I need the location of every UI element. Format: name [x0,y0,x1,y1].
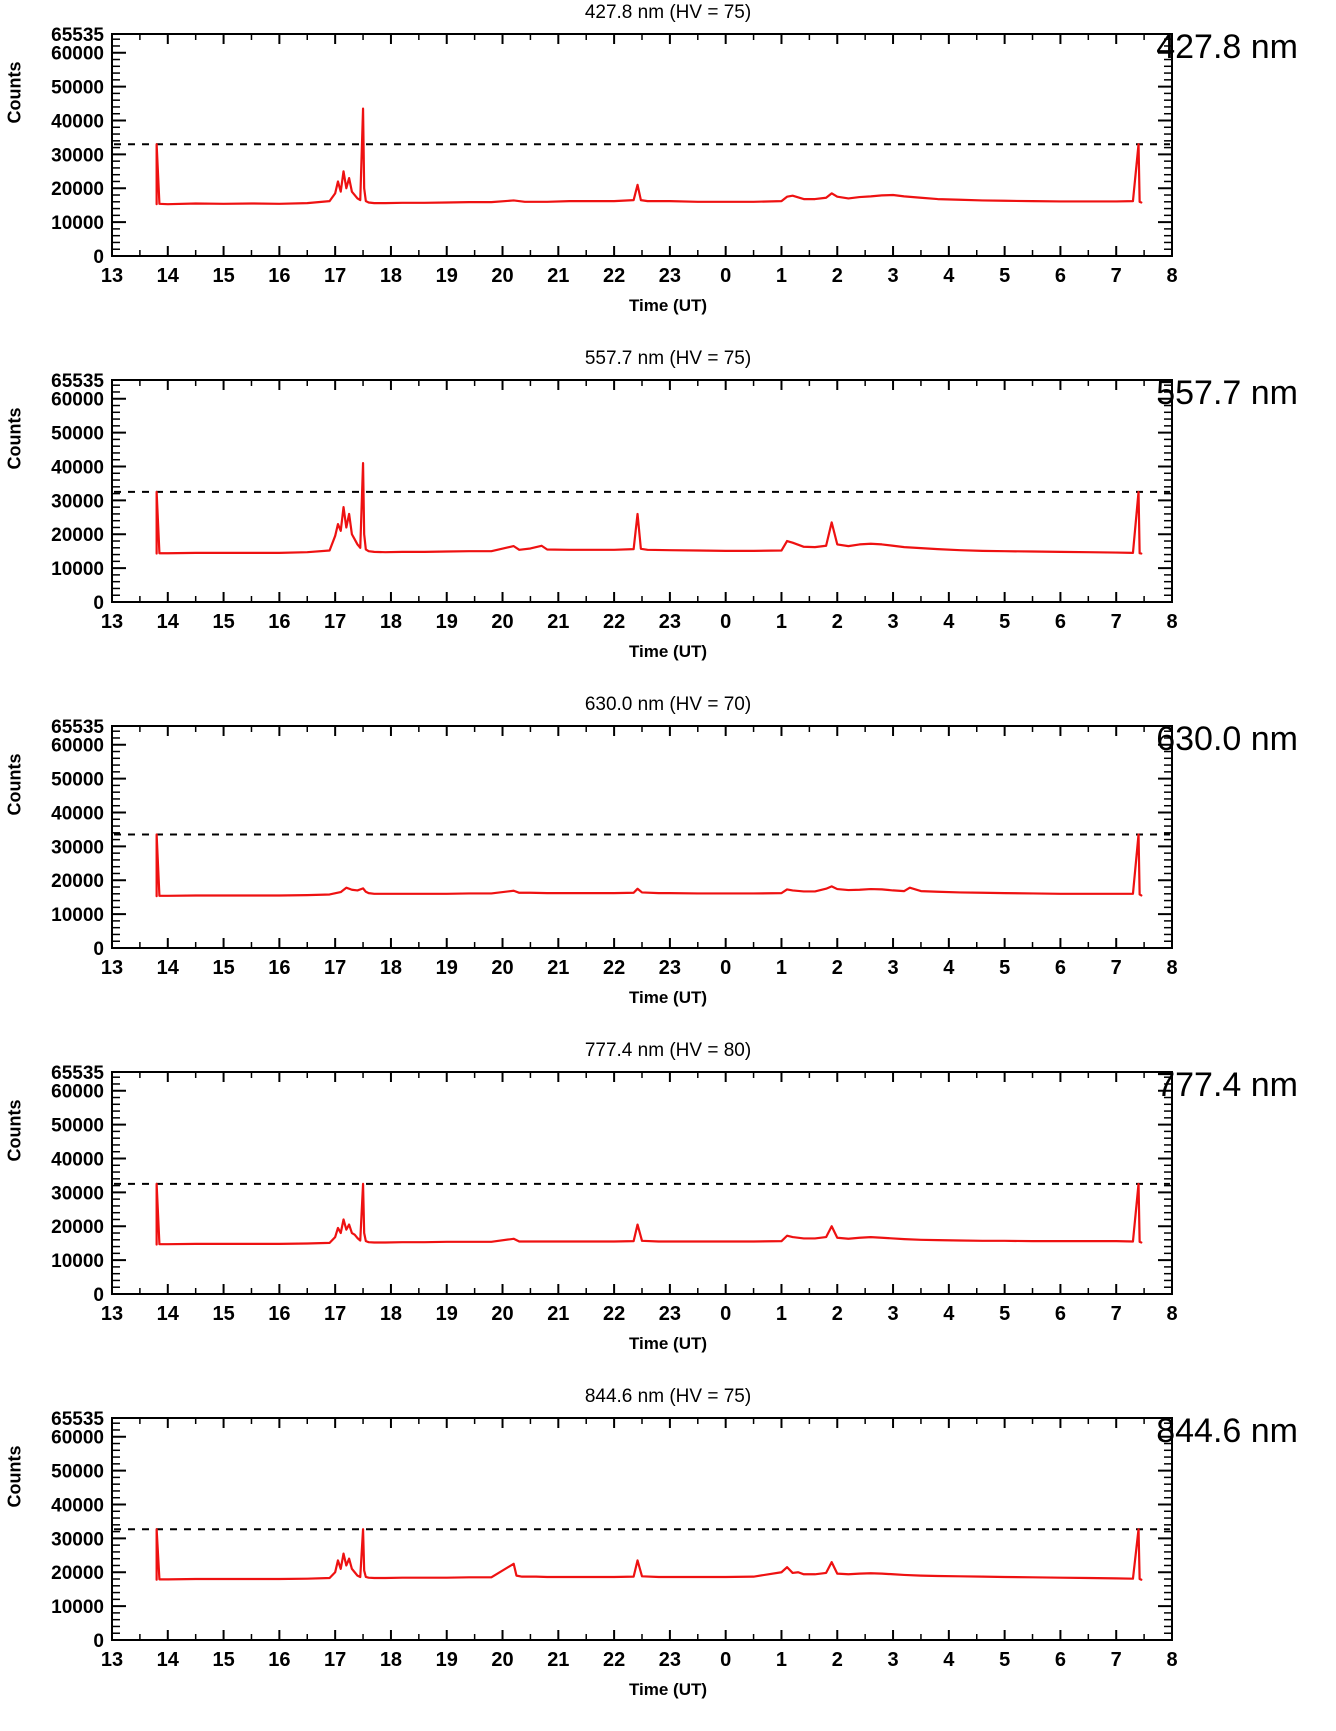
svg-text:7: 7 [1110,611,1122,633]
svg-text:0: 0 [720,1649,732,1671]
svg-text:50000: 50000 [51,769,104,791]
svg-text:0: 0 [93,1285,104,1306]
x-axis-label: Time (UT) [628,988,708,1007]
svg-text:60000: 60000 [51,1427,104,1449]
plot-svg [0,24,1336,324]
svg-text:7: 7 [1110,957,1122,979]
svg-text:4: 4 [943,611,955,633]
svg-text:15: 15 [212,611,235,633]
svg-text:14: 14 [156,611,179,633]
chart-panel-2 [0,692,1336,1038]
svg-text:2: 2 [831,611,843,633]
svg-text:14: 14 [156,957,179,979]
svg-text:18: 18 [379,611,403,633]
svg-text:65535: 65535 [51,25,104,46]
svg-text:0: 0 [93,247,104,268]
svg-text:22: 22 [602,1649,626,1671]
panel-tag: 427.8 nm [1156,28,1298,66]
svg-text:30000: 30000 [51,1183,104,1205]
svg-text:19: 19 [435,957,458,979]
svg-text:19: 19 [435,265,458,287]
svg-text:40000: 40000 [51,1149,104,1171]
svg-text:5: 5 [999,265,1011,287]
svg-text:4: 4 [943,1649,955,1671]
svg-text:20000: 20000 [51,871,104,893]
svg-text:50000: 50000 [51,1461,104,1483]
svg-text:5: 5 [999,1303,1011,1325]
svg-text:17: 17 [324,611,347,633]
svg-text:16: 16 [268,1649,291,1671]
svg-text:3: 3 [887,1303,899,1325]
svg-text:19: 19 [435,1649,458,1671]
svg-text:16: 16 [268,1303,291,1325]
svg-text:16: 16 [268,265,291,287]
svg-text:15: 15 [212,265,235,287]
svg-text:7: 7 [1110,1303,1122,1325]
svg-text:0: 0 [720,957,732,979]
svg-text:13: 13 [100,1303,124,1325]
svg-text:16: 16 [268,957,291,979]
svg-text:60000: 60000 [51,1081,104,1103]
svg-text:20: 20 [491,265,514,287]
svg-text:13: 13 [100,611,124,633]
panel-title: 427.8 nm (HV = 75) [584,2,752,23]
svg-text:8: 8 [1166,1303,1178,1325]
svg-text:19: 19 [435,1303,458,1325]
svg-text:8: 8 [1166,1649,1178,1671]
svg-text:22: 22 [602,265,626,287]
plot-area [0,1408,1336,1708]
svg-text:3: 3 [887,957,899,979]
svg-text:23: 23 [658,1303,682,1325]
x-axis-label: Time (UT) [628,1680,708,1699]
svg-text:5: 5 [999,1649,1011,1671]
svg-text:15: 15 [212,1303,235,1325]
svg-text:0: 0 [93,1631,104,1652]
svg-text:21: 21 [547,957,570,979]
svg-text:30000: 30000 [51,145,104,167]
svg-text:4: 4 [943,265,955,287]
svg-text:1: 1 [775,611,788,633]
plot-svg [0,1062,1336,1362]
svg-text:65535: 65535 [51,1409,104,1430]
svg-text:10000: 10000 [51,1251,104,1273]
svg-text:5: 5 [999,611,1011,633]
svg-text:2: 2 [831,1303,843,1325]
svg-text:6: 6 [1054,611,1066,633]
svg-text:60000: 60000 [51,43,104,65]
chart-panel-4 [0,1384,1336,1730]
svg-text:2: 2 [831,957,843,979]
panel-title: 777.4 nm (HV = 80) [584,1040,752,1061]
svg-text:19: 19 [435,611,458,633]
x-axis-label: Time (UT) [628,1334,708,1353]
svg-text:2: 2 [831,1649,843,1671]
svg-text:0: 0 [720,611,732,633]
svg-text:22: 22 [602,611,626,633]
svg-text:40000: 40000 [51,457,104,479]
svg-text:21: 21 [547,1303,570,1325]
svg-text:17: 17 [324,1303,347,1325]
svg-text:6: 6 [1054,957,1066,979]
y-axis-label: Counts [4,407,25,470]
svg-text:20: 20 [491,611,514,633]
svg-text:14: 14 [156,265,179,287]
panel-tag: 777.4 nm [1156,1066,1298,1104]
svg-text:65535: 65535 [51,371,104,392]
svg-text:21: 21 [547,1649,570,1671]
svg-text:1: 1 [775,265,788,287]
svg-text:1: 1 [775,1649,788,1671]
svg-text:0: 0 [720,1303,732,1325]
panel-tag: 557.7 nm [1156,374,1298,412]
svg-text:0: 0 [93,939,104,960]
svg-text:2: 2 [831,265,843,287]
svg-text:10000: 10000 [51,905,104,927]
x-axis-label: Time (UT) [628,296,708,315]
svg-text:18: 18 [379,957,403,979]
plot-area [0,370,1336,670]
chart-panel-3 [0,1038,1336,1384]
svg-text:14: 14 [156,1303,179,1325]
svg-text:4: 4 [943,957,955,979]
svg-text:40000: 40000 [51,111,104,133]
svg-text:60000: 60000 [51,389,104,411]
svg-text:20000: 20000 [51,1563,104,1585]
svg-text:21: 21 [547,611,570,633]
plot-area [0,716,1336,1016]
svg-text:8: 8 [1166,957,1178,979]
plot-svg [0,716,1336,1016]
svg-text:21: 21 [547,265,570,287]
svg-text:5: 5 [999,957,1011,979]
panel-tag: 844.6 nm [1156,1412,1298,1450]
svg-text:50000: 50000 [51,77,104,99]
svg-text:23: 23 [658,1649,682,1671]
svg-text:7: 7 [1110,1649,1122,1671]
svg-text:20: 20 [491,957,514,979]
svg-text:23: 23 [658,957,682,979]
svg-text:15: 15 [212,1649,235,1671]
svg-text:15: 15 [212,957,235,979]
plot-area [0,24,1336,324]
svg-text:16: 16 [268,611,291,633]
chart-panel-1 [0,346,1336,692]
svg-text:23: 23 [658,611,682,633]
svg-text:0: 0 [720,265,732,287]
svg-text:20000: 20000 [51,1217,104,1239]
chart-panel-0 [0,0,1336,346]
svg-text:65535: 65535 [51,1063,104,1084]
svg-text:6: 6 [1054,1649,1066,1671]
svg-text:20000: 20000 [51,179,104,201]
svg-text:40000: 40000 [51,1495,104,1517]
svg-text:18: 18 [379,1303,403,1325]
svg-text:13: 13 [100,957,124,979]
plot-svg [0,1408,1336,1708]
svg-text:3: 3 [887,611,899,633]
svg-text:4: 4 [943,1303,955,1325]
svg-text:8: 8 [1166,265,1178,287]
svg-text:10000: 10000 [51,559,104,581]
svg-text:22: 22 [602,1303,626,1325]
svg-text:17: 17 [324,1649,347,1671]
svg-text:60000: 60000 [51,735,104,757]
svg-text:10000: 10000 [51,213,104,235]
svg-text:17: 17 [324,265,347,287]
svg-text:22: 22 [602,957,626,979]
svg-text:7: 7 [1110,265,1122,287]
svg-text:50000: 50000 [51,423,104,445]
y-axis-label: Counts [4,61,25,124]
svg-text:6: 6 [1054,1303,1066,1325]
panel-tag: 630.0 nm [1156,720,1298,758]
x-axis-label: Time (UT) [628,642,708,661]
svg-text:1: 1 [775,957,788,979]
svg-text:50000: 50000 [51,1115,104,1137]
svg-text:18: 18 [379,265,403,287]
y-axis-label: Counts [4,753,25,816]
svg-text:23: 23 [658,265,682,287]
panel-title: 630.0 nm (HV = 70) [584,694,752,715]
svg-text:30000: 30000 [51,491,104,513]
y-axis-label: Counts [4,1445,25,1508]
svg-text:10000: 10000 [51,1597,104,1619]
svg-text:6: 6 [1054,265,1066,287]
svg-text:65535: 65535 [51,717,104,738]
plot-area [0,1062,1336,1362]
svg-text:8: 8 [1166,611,1178,633]
svg-text:3: 3 [887,265,899,287]
svg-text:18: 18 [379,1649,403,1671]
svg-text:13: 13 [100,265,124,287]
svg-text:30000: 30000 [51,1529,104,1551]
svg-text:20: 20 [491,1303,514,1325]
svg-text:30000: 30000 [51,837,104,859]
panel-title: 844.6 nm (HV = 75) [584,1386,752,1407]
svg-text:1: 1 [775,1303,788,1325]
svg-text:13: 13 [100,1649,124,1671]
plot-svg [0,370,1336,670]
svg-text:20: 20 [491,1649,514,1671]
y-axis-label: Counts [4,1099,25,1162]
svg-text:20000: 20000 [51,525,104,547]
svg-text:3: 3 [887,1649,899,1671]
svg-text:14: 14 [156,1649,179,1671]
svg-text:0: 0 [93,593,104,614]
svg-text:40000: 40000 [51,803,104,825]
panel-title: 557.7 nm (HV = 75) [584,348,752,369]
svg-text:17: 17 [324,957,347,979]
